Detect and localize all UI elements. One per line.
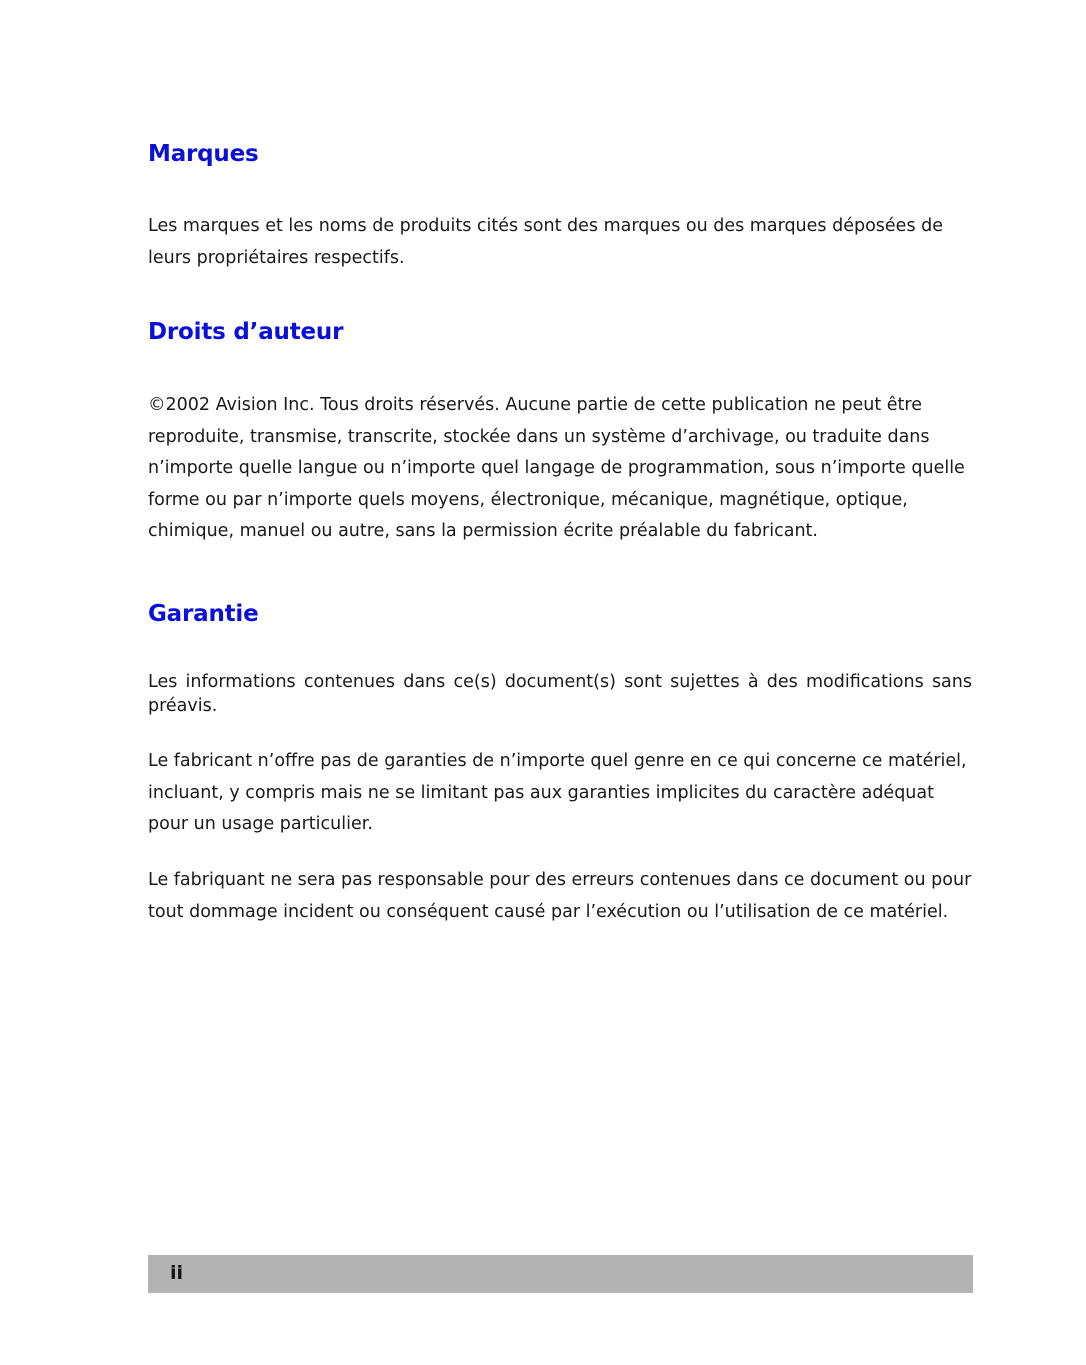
heading-garantie: Garantie [148, 601, 259, 627]
heading-droits-auteur: Droits d’auteur [148, 319, 344, 345]
document-page [148, 0, 972, 1365]
paragraph-garantie-1: Les informations contenues dans ce(s) document(s) sont sujettes à des modifications sans préavis. [148, 672, 972, 716]
paragraph-garantie-3: Le fabriquant ne sera pas responsable pour des erreurs contenues dans ce document ou pour tout dommage incident ou conséquent causé par l’exécution ou l’utilisation de ce matériel. [148, 870, 972, 922]
paragraph-garantie-2: Le fabricant n’offre pas de garanties de n’importe quel genre en ce qui concerne ce matériel, incluant, y compris mais ne se limitant pas aux garanties implicites du caractère adéquat pour un usage particulier. [148, 751, 967, 834]
page-number: ii [170, 1262, 184, 1284]
footer-bar [148, 1255, 973, 1293]
heading-marques: Marques [148, 141, 259, 167]
paragraph-marques: Les marques et les noms de produits cités sont des marques ou des marques déposées de leurs propriétaires respectifs. [148, 216, 943, 268]
paragraph-droits-auteur: ©2002 Avision Inc. Tous droits réservés. Aucune partie de cette publication ne peut être reproduite, transmise, transcrite, stockée dans un système d’archivage, ou traduite dans n’importe quelle langue ou n’importe quel langage de programmation, sous n’importe quelle forme ou par n’importe quels moyens, électronique, mécanique, magnétique, optique, chimique, manuel ou autre, sans la permission écrite préalable du fabricant. [148, 395, 965, 541]
